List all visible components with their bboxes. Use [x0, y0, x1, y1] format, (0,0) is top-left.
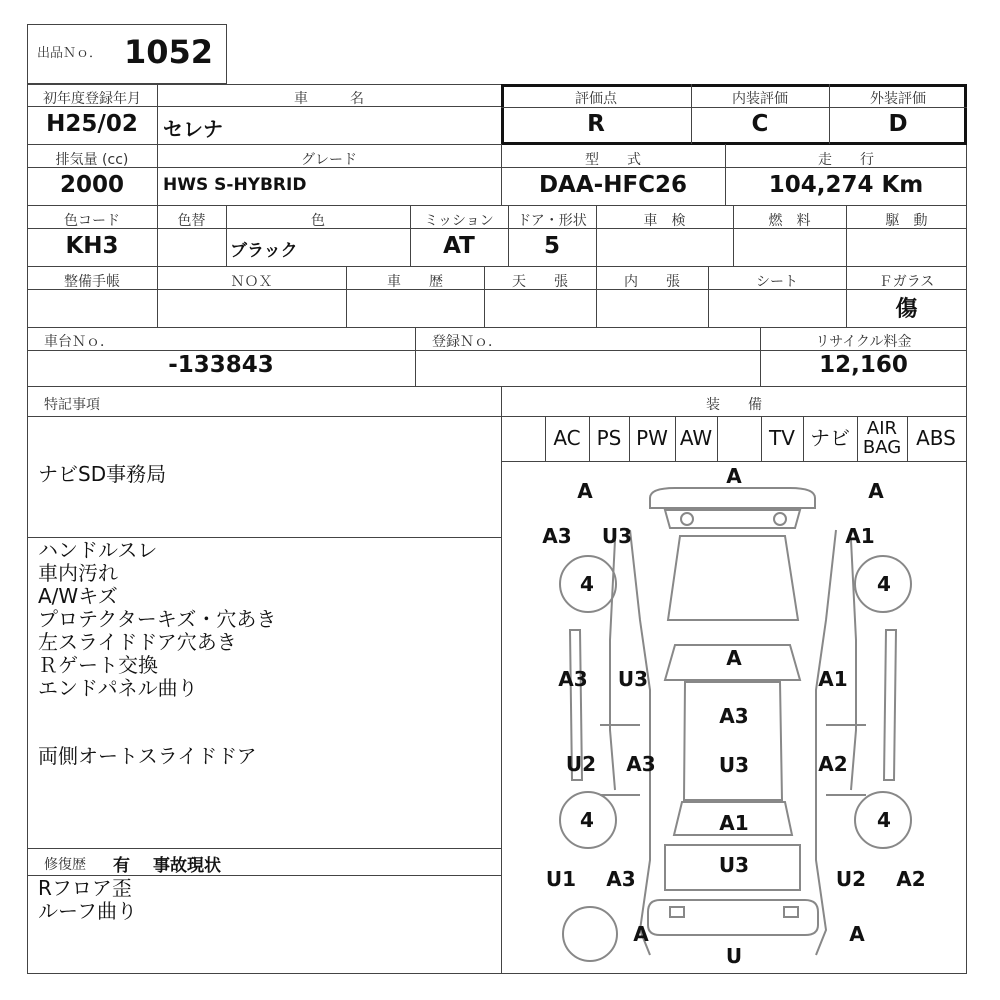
damage-mark-front-left-corner: A	[577, 479, 593, 503]
col-line	[415, 327, 416, 386]
col-line	[857, 416, 858, 461]
left-side-shape	[630, 530, 650, 955]
fuel-label: 燃 料	[768, 213, 811, 229]
inspection-label: 車 検	[643, 213, 686, 229]
damage-mark-rear-hatch: U3	[718, 853, 750, 877]
repair-history-value: 有	[113, 856, 130, 876]
equipment-ps: PS	[596, 426, 622, 450]
car-name-label: 車 名	[294, 91, 364, 107]
accident-label: 事故現状	[153, 856, 221, 876]
right-mirror-shape	[884, 630, 896, 780]
col-line	[717, 416, 718, 461]
door-label: ドア・形状	[517, 213, 587, 229]
color-value: ブラック	[230, 241, 298, 261]
damage-mark-right-front-door: A1	[818, 667, 848, 691]
model-label: 型 式	[585, 152, 641, 168]
right-side-shape	[816, 530, 836, 955]
damage-mark-left-front-door: A3	[558, 667, 588, 691]
seat-label: シート	[756, 274, 798, 290]
damage-mark-front-bumper: A	[726, 464, 742, 488]
row-line	[27, 416, 967, 417]
damage-mark-front-left-tire: 4	[580, 572, 594, 596]
interior-value: C	[751, 111, 769, 137]
damage-mark-roof: A3	[719, 704, 749, 728]
damage-mark-roof-front: A	[726, 646, 742, 670]
door-value: 5	[543, 233, 560, 259]
color-code-label: 色コード	[64, 213, 120, 229]
tail-light-shape	[670, 907, 684, 917]
recycle-label: リサイクル料金	[815, 334, 912, 350]
damage-mark-front-right-tire: 4	[877, 572, 891, 596]
notes-first: ナビSD事務局	[38, 462, 167, 486]
front-glass-value: 傷	[895, 297, 918, 322]
damage-mark-rear-bumper: U	[725, 944, 743, 968]
equipment-abs: ABS	[916, 426, 956, 450]
repaint-label: 色替	[177, 213, 206, 229]
chassis-value: -133843	[168, 352, 274, 378]
grade-label: グレード	[301, 152, 357, 168]
drive-label: 駆 動	[885, 213, 928, 229]
roof-lining-label: 天 張	[512, 274, 568, 290]
color-label: 色	[311, 213, 325, 229]
front-glass-label: Ｆガラス	[878, 274, 935, 290]
equipment-airbag: AIR BAG	[862, 418, 902, 458]
spare-tire-shape	[563, 907, 617, 961]
mission-value: AT	[443, 233, 475, 259]
equipment-navi: ナビ	[810, 426, 850, 450]
lot-label: 出品Ｎｏ．	[37, 46, 103, 61]
row-line	[27, 327, 967, 328]
damage-mark-roof: U3	[718, 753, 750, 777]
maintenance-label: 整備手帳	[64, 274, 120, 290]
car-name-value: セレナ	[163, 117, 223, 141]
row-line	[27, 386, 967, 387]
note-line: プロテクターキズ・穴あき	[38, 607, 277, 631]
damage-mark-left-quarter: A3	[606, 867, 636, 891]
equipment-tv: TV	[769, 426, 795, 450]
displacement-value: 2000	[59, 172, 124, 198]
recycle-value: 12,160	[819, 352, 908, 378]
damage-mark-rear-right-tire: 4	[877, 808, 891, 832]
damage-mark-left-rear-door: U2	[565, 752, 597, 776]
history-label: 車 歴	[387, 274, 443, 290]
damage-mark-rear-right-corner: A	[849, 922, 865, 946]
color-code-value: KH3	[65, 233, 119, 259]
note-line: ハンドルスレ	[38, 538, 158, 562]
damage-mark-left-front-fender: A3	[542, 524, 572, 548]
damage-mark-roof-rear: A1	[719, 811, 749, 835]
hood-shape	[668, 536, 798, 620]
exterior-label: 外装評価	[870, 91, 926, 107]
note-line: Ｒゲート交換	[38, 653, 158, 677]
notes-label: 特記事項	[44, 397, 100, 413]
repair-history-label: 修復歴	[44, 857, 86, 873]
damage-mark-left-rear-door: A3	[626, 752, 656, 776]
mileage-label: 走 行	[818, 152, 874, 168]
note-line: 車内汚れ	[38, 561, 118, 585]
repair-divider	[27, 848, 501, 849]
equipment-label: 装 備	[706, 397, 762, 413]
damage-mark-right-front-fender: A1	[845, 524, 875, 548]
note-line: 左スライドドア穴あき	[38, 630, 237, 654]
damage-mark-front-right-corner: A	[868, 479, 884, 503]
note-line: エンドパネル曲り	[38, 676, 198, 700]
mileage-value: 104,274 Km	[768, 172, 924, 198]
front-bumper-shape	[650, 488, 815, 508]
exterior-value: D	[888, 111, 908, 137]
note-line: A/Wキズ	[38, 584, 118, 608]
model-value: DAA-HFC26	[538, 172, 688, 198]
damage-mark-rear-left-corner: A	[633, 922, 649, 946]
lot-number: 1052	[124, 33, 214, 71]
registration-label: 登録Ｎｏ．	[432, 334, 502, 350]
damage-mark-rear-left-tire: 4	[580, 808, 594, 832]
mission-label: ミッション	[424, 213, 494, 229]
damage-mark-left-front-door: U3	[617, 667, 649, 691]
row-line	[27, 205, 967, 206]
nox-label: ＮＯＸ	[230, 274, 273, 290]
equipment-aw: AW	[679, 426, 713, 450]
interior-label: 内装評価	[732, 91, 788, 107]
displacement-label: 排気量 (cc)	[55, 152, 129, 168]
repair-line: ルーフ曲り	[38, 899, 137, 923]
equipment-pw: PW	[636, 426, 668, 450]
reg-date-value: H25/02	[46, 111, 138, 137]
emblem-shape	[774, 513, 786, 525]
damage-mark-right-rear-door: A2	[818, 752, 848, 776]
note-extra: 両側オートスライドドア	[38, 744, 257, 768]
score-label: 評価点	[575, 91, 617, 107]
damage-mark-left-front-fender: U3	[601, 524, 633, 548]
damage-mark-right-quarter: U2	[835, 867, 867, 891]
grade-value: HWS S-HYBRID	[163, 175, 307, 195]
tail-light-shape	[784, 907, 798, 917]
chassis-label: 車台Ｎｏ．	[44, 334, 114, 350]
roof-shape	[684, 682, 782, 800]
row-line	[27, 266, 967, 267]
reg-date-label: 初年度登録年月	[43, 91, 141, 107]
interior-trim-label: 内 張	[624, 274, 680, 290]
damage-mark-left-quarter: U1	[545, 867, 577, 891]
emblem-shape	[681, 513, 693, 525]
equipment-ac: AC	[553, 426, 581, 450]
repair-line: Rフロア歪	[38, 876, 132, 900]
damage-mark-right-quarter: A2	[896, 867, 926, 891]
score-value: R	[587, 111, 605, 137]
